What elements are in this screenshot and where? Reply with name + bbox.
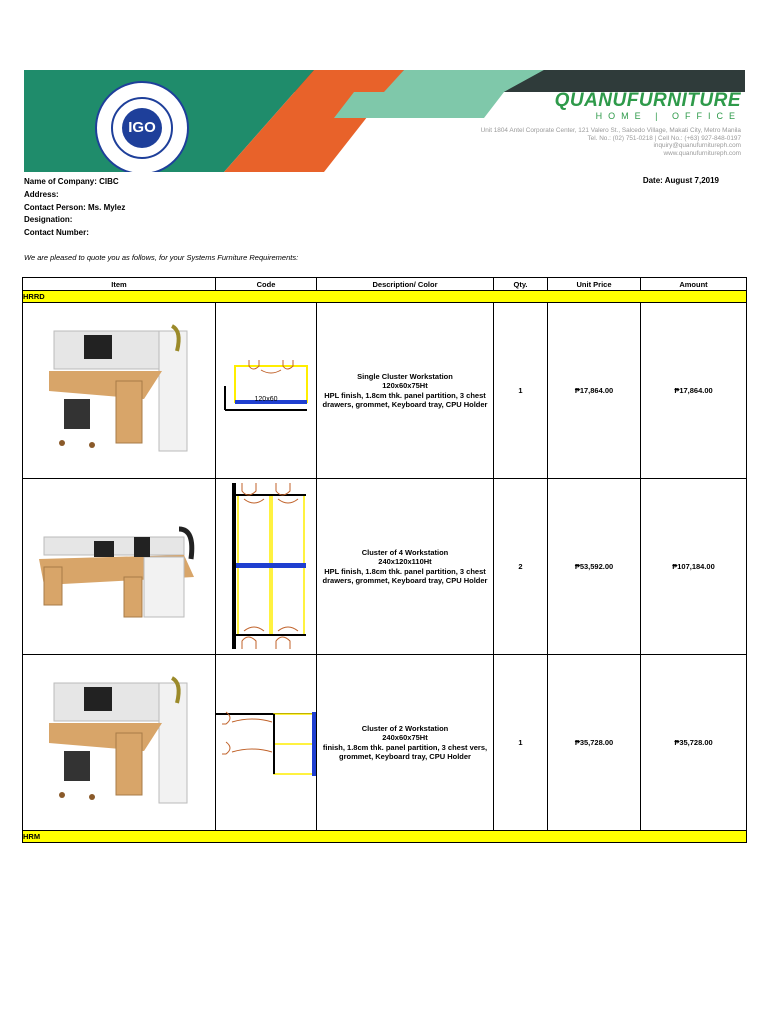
table-header-row (23, 278, 747, 291)
contact-number-label: Contact Number: (24, 228, 89, 238)
qty-cell: 2 (494, 479, 548, 655)
address-line: Tel. No.: (02) 751-0218 | Cell No.: (+63) 927-848-0197 (587, 134, 741, 142)
qty-cell: 1 (494, 303, 548, 479)
description-cell (317, 655, 494, 831)
header-qty: Qty. (494, 278, 548, 291)
header-description: Description/ Color (317, 278, 494, 291)
brand-address (481, 127, 741, 157)
company-name: Name of Company: CIBC (24, 177, 119, 186)
item-title: Cluster of 2 Workstation (361, 723, 449, 733)
code-cell (216, 303, 317, 479)
table-row (23, 479, 747, 655)
quote-date: Date: August 7,2019 (642, 176, 719, 185)
table-row (23, 655, 747, 831)
item-image-cell (23, 655, 216, 831)
item-size: 240x120x110Ht (378, 557, 432, 566)
section-row-hrm (23, 831, 747, 843)
header-item: Item (23, 278, 216, 291)
unit-price-cell: ₱17,864.00 (548, 303, 641, 479)
address-label: Address: (24, 189, 59, 199)
item-description: HPL finish, 1.8cm thk. panel partition, 3 chest drawers, grommet, Keyboard tray, CPU Holder (322, 566, 488, 585)
code-cell (216, 479, 317, 655)
brand-block (481, 90, 741, 157)
igo-logo-text: IGO (128, 119, 156, 136)
header-unit-price: Unit Price (548, 278, 641, 291)
intro-text: We are pleased to quote you as follows, for your Systems Furniture Requirements: (24, 253, 299, 262)
address-line: www.quanufurnitureph.com (663, 149, 741, 157)
brand-name: QUANUFURNITURE (554, 90, 741, 111)
brand-subtitle: HOME | OFFICE (595, 111, 741, 121)
code-label: 120x60 (254, 396, 278, 403)
description-cell (317, 303, 494, 479)
workstation-photo (34, 507, 204, 627)
item-title: Cluster of 4 Workstation (361, 547, 449, 557)
unit-price-cell: ₱35,728.00 (548, 655, 641, 831)
code-cell (216, 655, 317, 831)
item-image-cell (23, 303, 216, 479)
section-label: HRRD (23, 291, 747, 303)
item-image-cell (23, 479, 216, 655)
address-line: Unit 1804 Antel Corporate Center, 121 Valero St., Salcedo Village, Makati City, Metro Manila (480, 127, 741, 134)
item-description: finish, 1.8cm thk. panel partition, 3 chest vers, grommet, Keyboard tray, CPU Holder (322, 742, 488, 761)
description-cell (317, 479, 494, 655)
item-title: Single Cluster Workstation (357, 371, 453, 381)
amount-cell: ₱107,184.00 (641, 479, 747, 655)
floorplan-diagram (226, 481, 306, 651)
contact-person: Contact Person: Ms. Mylez (24, 202, 126, 212)
item-description: HPL finish, 1.8cm thk. panel partition, 3 chest drawers, grommet, Keyboard tray, CPU Holder (322, 390, 488, 409)
floorplan-diagram (216, 702, 316, 782)
table-row (23, 303, 747, 479)
floorplan-diagram (221, 356, 311, 416)
header-amount: Amount (641, 278, 747, 291)
address-line: inquiry@quanufurnitureph.com (653, 142, 741, 150)
designation-label: Designation: (24, 215, 73, 225)
workstation-photo (44, 673, 194, 813)
section-label: HRM (23, 831, 747, 843)
section-row-hrrd (23, 291, 747, 303)
item-size: 240x60x75Ht (382, 733, 428, 742)
client-info (24, 176, 125, 240)
quote-table (22, 277, 747, 843)
unit-price-cell: ₱53,592.00 (548, 479, 641, 655)
amount-cell: ₱17,864.00 (641, 303, 747, 479)
header-code: Code (216, 278, 317, 291)
qty-cell: 1 (494, 655, 548, 831)
letterhead-banner (24, 70, 745, 172)
item-size: 120x60x75Ht (382, 381, 428, 390)
amount-cell: ₱35,728.00 (641, 655, 747, 831)
workstation-photo (44, 321, 194, 461)
